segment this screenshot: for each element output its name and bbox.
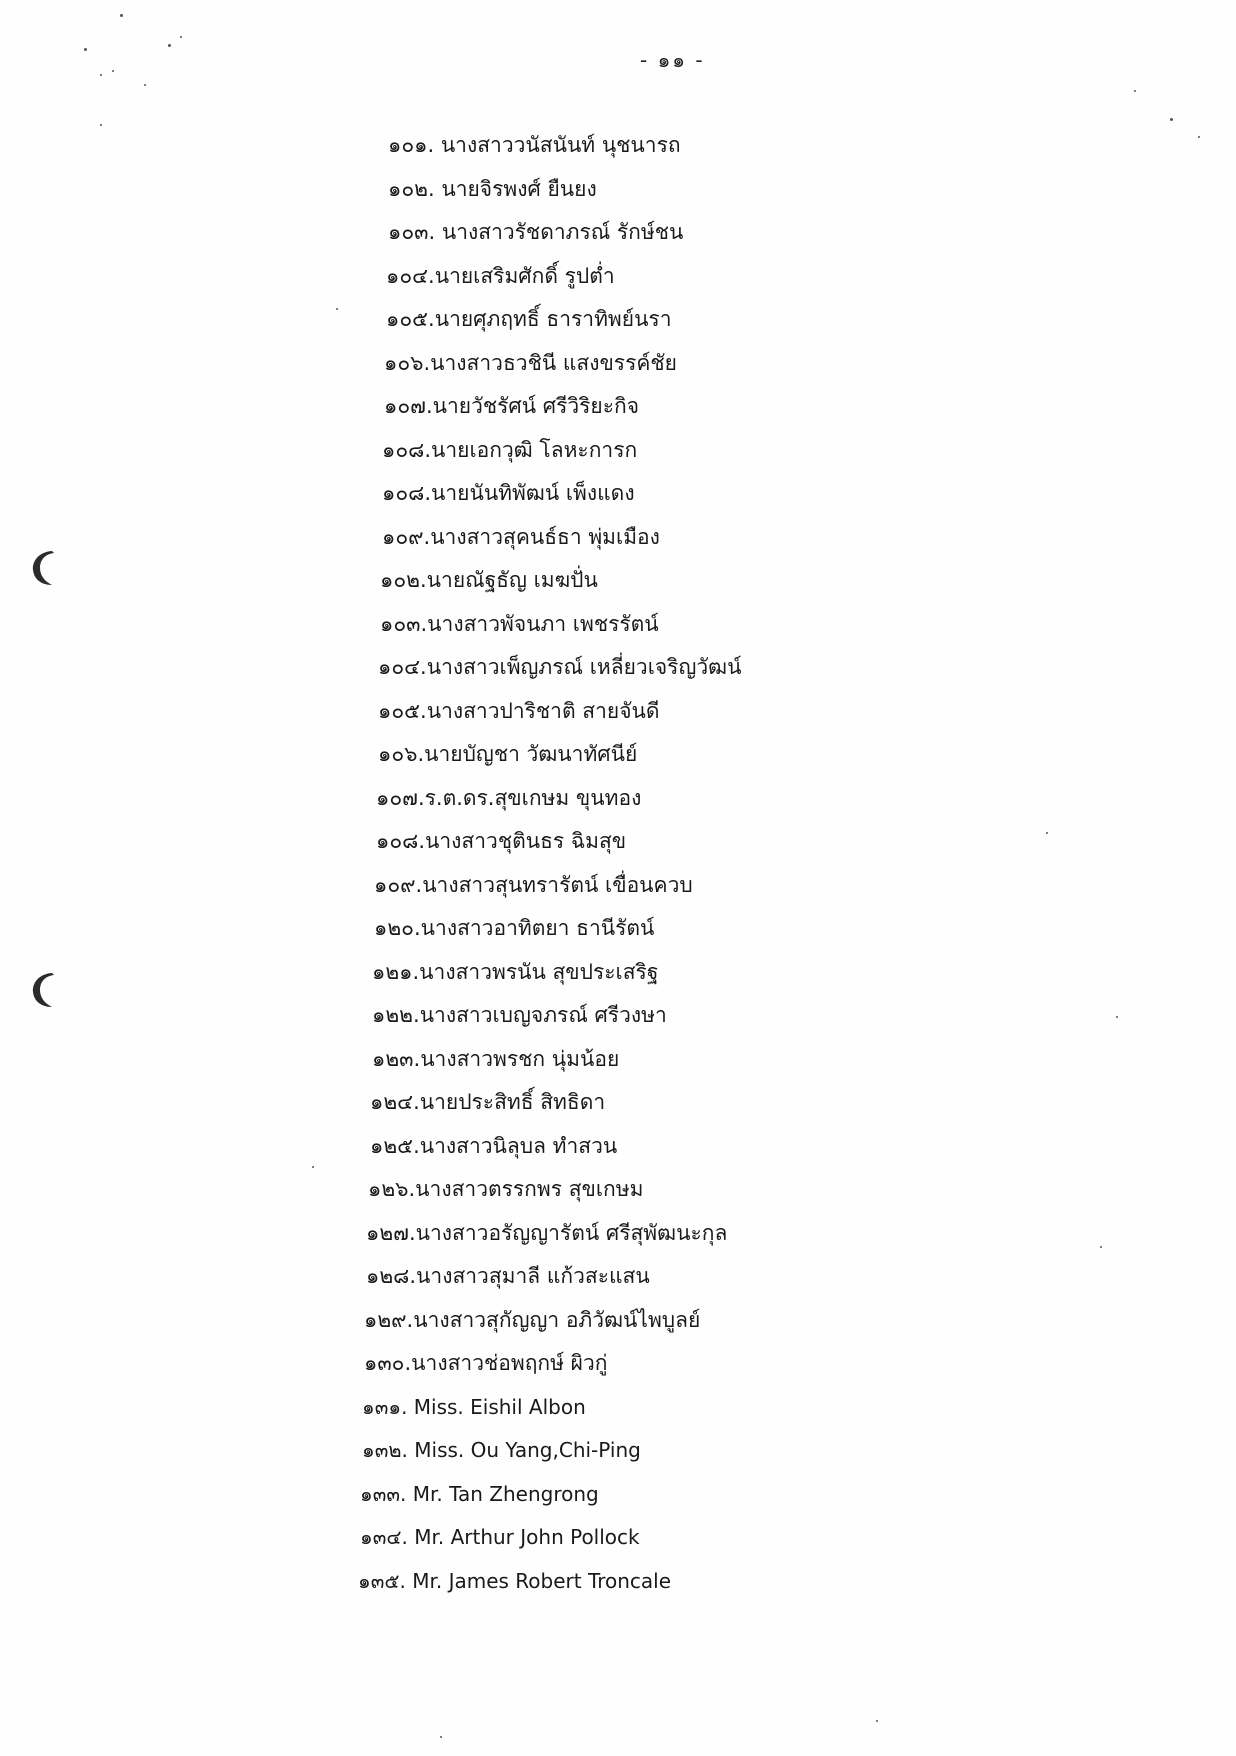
list-item: ๑๐๕.นายศุภฤทธิ์ ธาราทิพย์นรา [386,307,672,331]
name-list [0,124,1236,1603]
list-item: ๑๐๗.นายวัชรัศน์ ศรีวิริยะกิจ [384,394,640,418]
list-item: ๑๒๐.นางสาวอาทิตยา ธานีรัตน์ [374,916,655,940]
list-item: ๑๐๘.นายนันทิพัฒน์ เพ็งแดง [382,481,635,505]
list-item: ๑๐๒.นายณัฐธัญ เมฆปั่น [380,568,598,592]
list-item: ๑๐๔.นายเสริมศักดิ์ รูปต่ำ [386,263,615,288]
list-item: ๑๒๑.นางสาวพรนัน สุขประเสริฐ [372,959,659,984]
list-item: ๑๓๕. Mr. James Robert Troncale [358,1568,672,1593]
scan-speck [1170,118,1173,121]
list-item: ๑๓๒. Miss. Ou Yang,Chi-Ping [362,1438,641,1462]
list-item: ๑๒๔.นายประสิทธิ์ สิทธิดา [370,1090,606,1114]
list-item: ๑๐๖.นายบัญชา วัฒนาทัศนีย์ [378,742,638,766]
page-number: - ๑๑ - [640,48,705,72]
list-item: ๑๐๓. นางสาวรัชดาภรณ์ รักษ์ชน [388,220,684,244]
scan-speck [144,84,146,86]
list-item: ๑๓๔. Mr. Arthur John Pollock [360,1525,640,1549]
list-item: ๑๐๙.นางสาวสุคนธ์ธา พุ่มเมือง [382,524,660,549]
scan-speck [84,48,87,51]
list-item: ๑๐๔.นางสาวเพ็ญภรณ์ เหลี่ยวเจริญวัฒน์ [378,655,742,679]
list-item: ๑๒๕.นางสาวนิลุบล ทำสวน [370,1133,618,1158]
list-item: ๑๐๖.นางสาวธวชินี แสงขรรค์ชัย [384,350,677,375]
list-item: ๑๐๑. นางสาววนัสนันท์ นุชนารถ [388,133,681,157]
list-item: ๑๐๒. นายจิรพงศ์ ยืนยง [388,176,597,201]
scan-speck [180,36,182,38]
scan-speck [112,70,114,72]
list-item: ๑๐๘.นางสาวชุตินธร ฉิมสุข [376,829,627,853]
scan-speck [120,14,123,17]
list-item: ๑๒๘.นางสาวสุมาลี แก้วสะแสน [366,1264,650,1288]
list-item: ๑๓๐.นางสาวช่อพฤกษ์ ผิวกู่ [364,1351,608,1375]
list-item: ๑๐๓.นางสาวพัจนภา เพชรรัตน์ [380,611,659,636]
list-item: ๑๒๒.นางสาวเบญจภรณ์ ศรีวงษา [372,1003,667,1027]
list-item: ๑๒๖.นางสาวตรรกพร สุขเกษม [368,1177,644,1201]
scan-speck [1134,90,1136,92]
list-item: ๑๐๕.นางสาวปาริชาติ สายจันดี [378,698,660,723]
list-item: ๑๒๗.นางสาวอรัญญารัตน์ ศรีสุพัฒนะกุล [366,1220,728,1245]
list-item: ๑๓๓. Mr. Tan Zhengrong [360,1481,599,1506]
list-item: ๑๐๗.ร.ต.ดร.สุขเกษม ขุนทอง [376,785,642,810]
list-item: ๑๒๙.นางสาวสุกัญญา อภิวัฒน์ไพบูลย์ [364,1307,701,1332]
list-item: ๑๒๓.นางสาวพรชก นุ่มน้อย [372,1046,620,1071]
list-item: ๑๐๘.นายเอกวุฒิ โลหะการก [382,437,638,462]
list-item: ๑๐๙.นางสาวสุนทรารัตน์ เขื่อนควบ [374,872,693,897]
scan-speck [876,1720,878,1722]
list-item: ๑๓๑. Miss. Eishil Albon [362,1394,586,1419]
scan-speck [100,74,102,76]
scan-speck [440,1736,442,1738]
scan-speck [168,44,171,47]
